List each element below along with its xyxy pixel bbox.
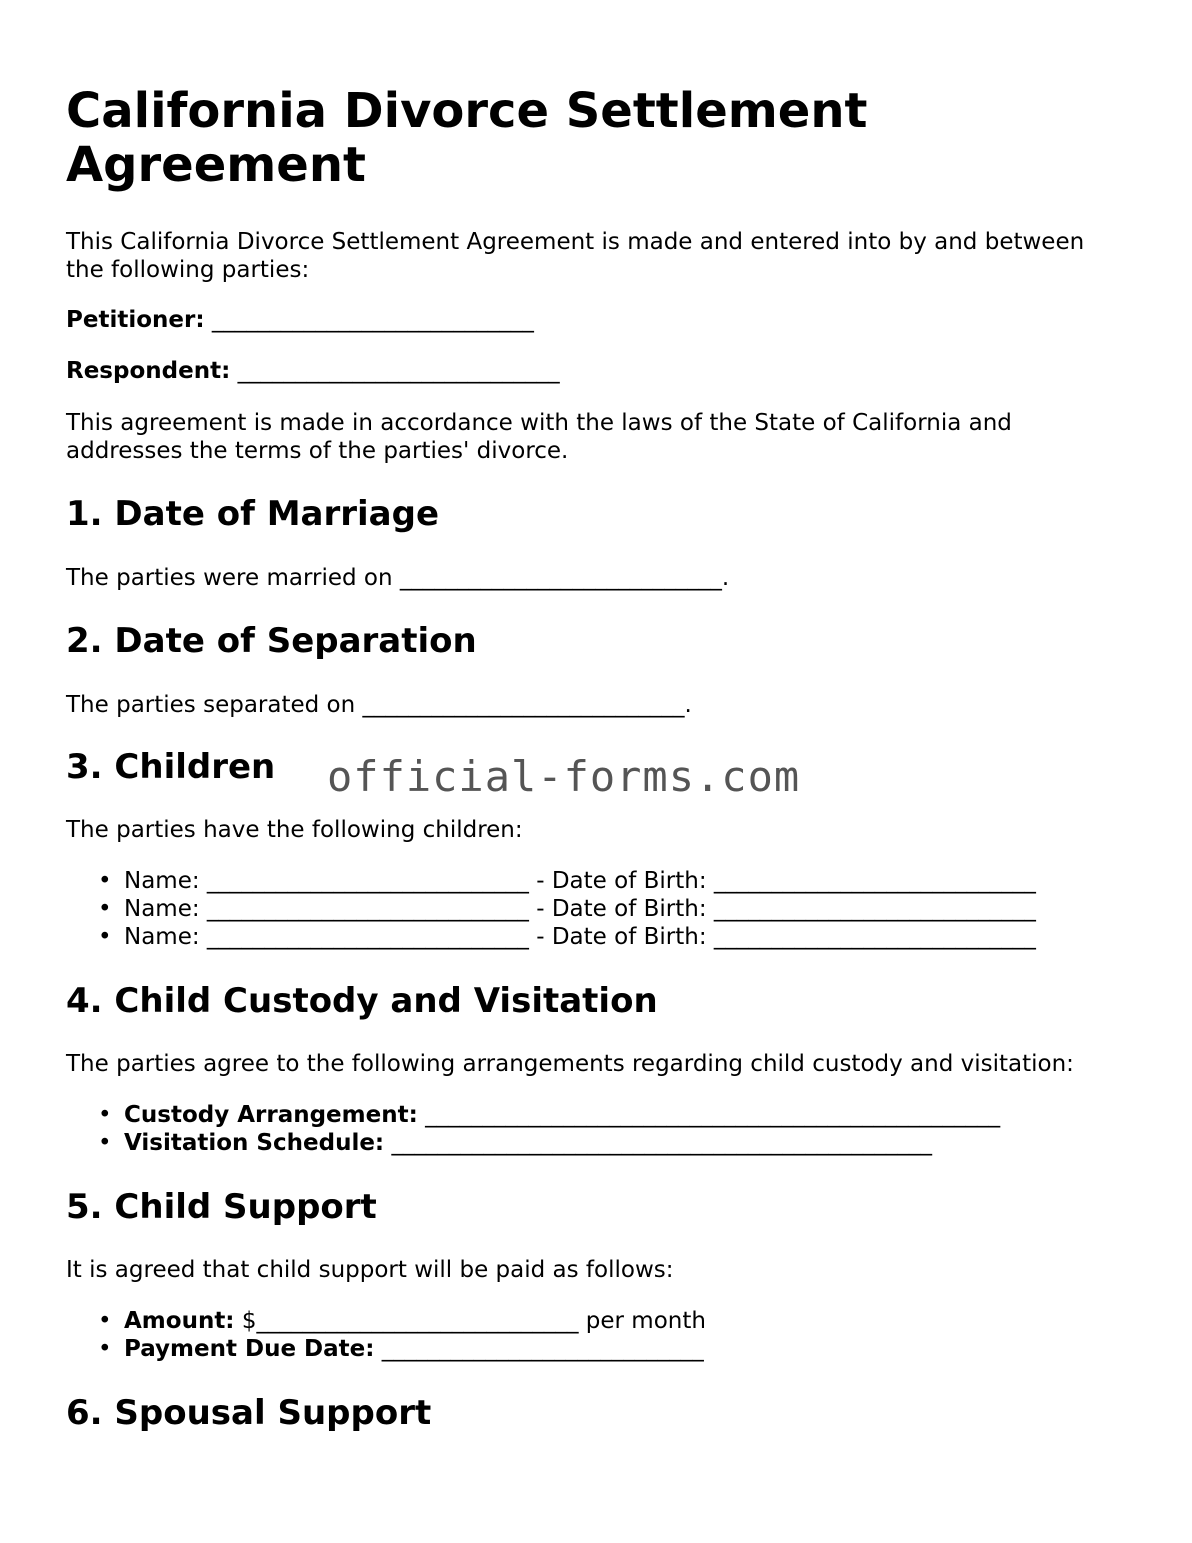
list-item bbox=[124, 1307, 706, 1335]
list-item: • Name: ____________________________ - Date of Birth: ____________________________ bbox=[124, 923, 1036, 951]
petitioner-label: Petitioner: bbox=[66, 307, 205, 333]
respondent-blank: ____________________________ bbox=[237, 358, 560, 384]
list-item: • Name: ____________________________ - Date of Birth: ____________________________ bbox=[124, 867, 1036, 895]
separation-text: The parties separated on ____________________________. bbox=[66, 692, 692, 718]
custody-arrangement-label: Custody Arrangement: bbox=[124, 1102, 418, 1128]
section-heading-child-support: 5. Child Support bbox=[66, 1187, 377, 1227]
section-heading-marriage: 1. Date of Marriage bbox=[66, 494, 440, 534]
watermark-text: official-forms.com bbox=[327, 752, 801, 801]
respondent-label: Respondent: bbox=[66, 358, 231, 384]
section-heading-custody: 4. Child Custody and Visitation bbox=[66, 981, 658, 1021]
list-item bbox=[124, 1129, 1000, 1157]
amount-value: $____________________________ per month bbox=[241, 1308, 706, 1334]
respondent-line bbox=[66, 357, 1126, 385]
child-support-list bbox=[66, 1307, 706, 1363]
children-list bbox=[66, 867, 1036, 951]
petitioner-line bbox=[66, 306, 1126, 334]
list-item: • Name: ____________________________ - Date of Birth: ____________________________ bbox=[124, 895, 1036, 923]
custody-list bbox=[66, 1101, 1000, 1157]
document-title: California Divorce Settlement Agreement bbox=[66, 83, 868, 193]
list-item bbox=[124, 1101, 1000, 1129]
amount-label: Amount: bbox=[124, 1308, 235, 1334]
section-heading-children: 3. Children bbox=[66, 747, 276, 787]
custody-text: The parties agree to the following arrangements regarding child custody and visitation: bbox=[66, 1051, 1074, 1077]
marriage-text: The parties were married on ____________________________. bbox=[66, 565, 730, 591]
petitioner-blank: ____________________________ bbox=[211, 307, 534, 333]
visitation-schedule-label: Visitation Schedule: bbox=[124, 1130, 385, 1156]
child-support-text: It is agreed that child support will be paid as follows: bbox=[66, 1257, 674, 1283]
payment-due-label: Payment Due Date: bbox=[124, 1336, 375, 1362]
section-heading-spousal-support: 6. Spousal Support bbox=[66, 1393, 432, 1433]
children-text: The parties have the following children: bbox=[66, 817, 523, 843]
custody-arrangement-blank: __________________________________________________ bbox=[425, 1102, 1001, 1128]
accordance-paragraph: This agreement is made in accordance with the laws of the State of California and addresses the terms of the parties' divorce. bbox=[66, 410, 1012, 464]
visitation-schedule-blank: _______________________________________________ bbox=[391, 1130, 932, 1156]
section-heading-separation: 2. Date of Separation bbox=[66, 621, 477, 661]
list-item bbox=[124, 1335, 706, 1363]
intro-paragraph: This California Divorce Settlement Agreement is made and entered into by and between the following parties: bbox=[66, 229, 1085, 283]
payment-due-blank: ____________________________ bbox=[381, 1336, 704, 1362]
